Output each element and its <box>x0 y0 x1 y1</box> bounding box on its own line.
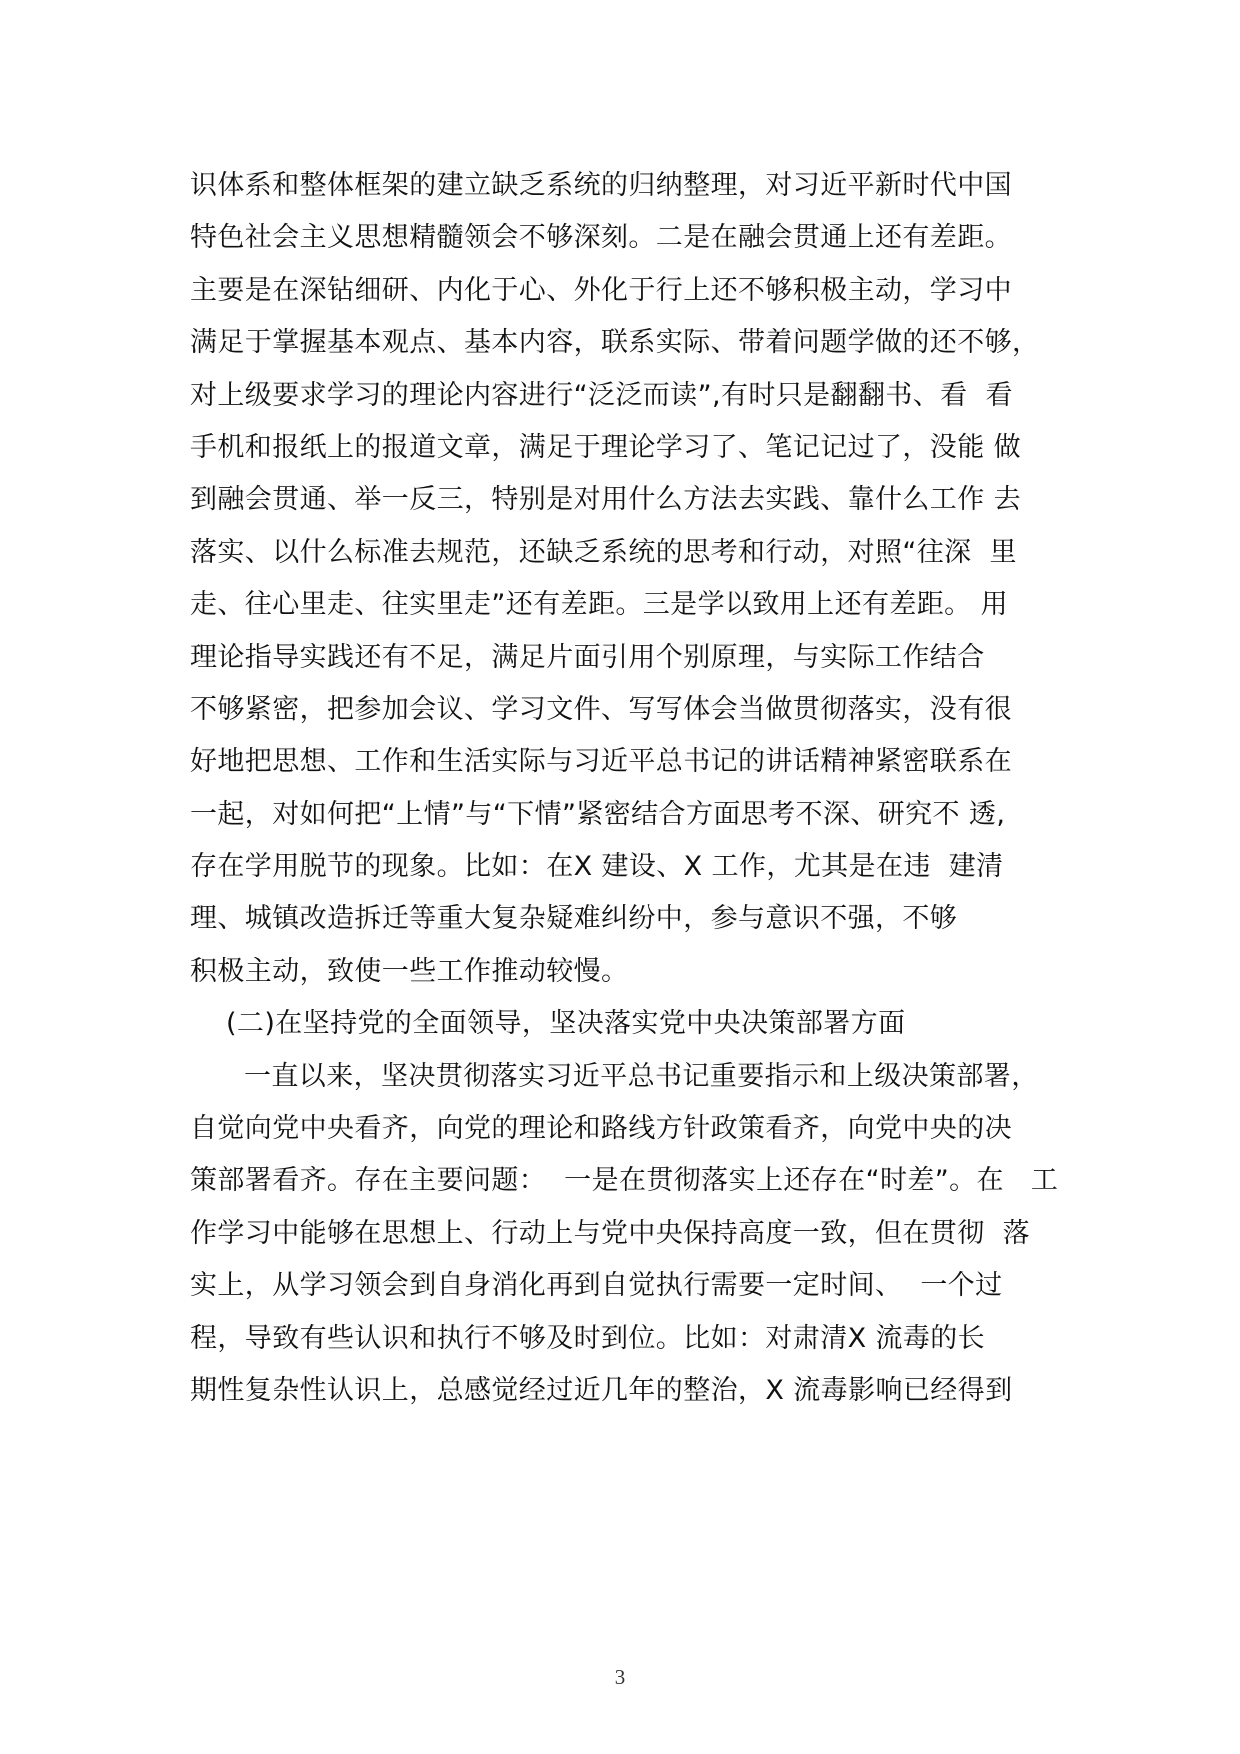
page-number: 3 <box>614 1665 626 1689</box>
text-line-12: 好地把思想、工作和生活实际与习近平总书记的讲话精神紧密联系在 <box>190 746 1012 778</box>
text-line-18: 一直以来，坚决贯彻落实习近平总书记重要指示和上级决策部署， <box>244 1060 1039 1092</box>
text-line-4: 满足于掌握基本观点、基本内容，联系实际、带着问题学做的还不够， <box>190 327 1040 359</box>
text-line-23: 程，导致有些认识和执行不够及时到位。比如：对肃清X 流毒的长 <box>190 1322 986 1354</box>
section-heading: (二)在坚持党的全面领导，坚决落实党中央决策部署方面 <box>226 1008 906 1040</box>
text-line-21: 作学习中能够在思想上、行动上与党中央保持高度一致，但在贯彻 落 <box>190 1217 1030 1249</box>
text-line-11: 不够紧密，把参加会议、学习文件、写写体会当做贯彻落实，没有很 <box>190 693 1012 725</box>
text-line-10: 理论指导实践还有不足，满足片面引用个别原理，与实际工作结合 <box>190 641 985 673</box>
body-text <box>190 160 1090 1417</box>
text-line-3: 主要是在深钻细研、内化于心、外化于行上还不够积极主动，学习中 <box>190 274 1012 306</box>
text-line-16: 积极主动，致使一些工作推动较慢。 <box>190 955 629 987</box>
text-line-2: 特色社会主义思想精髓领会不够深刻。二是在融会贯通上还有差距。 <box>190 222 1012 254</box>
text-line-20: 策部署看齐。存在主要问题： 一是在贯彻落实上还存在“时差”。在 工 <box>190 1165 1059 1197</box>
text-line-8: 落实、以什么标准去规范，还缺乏系统的思考和行动，对照“往深 里 <box>190 536 1017 568</box>
text-line-22: 实上，从学习领会到自身消化再到自觉执行需要一定时间、 一个过 <box>190 1270 1003 1302</box>
text-line-7: 到融会贯通、举一反三，特别是对用什么方法去实践、靠什么工作 去 <box>190 484 1021 516</box>
text-line-1: 识体系和整体框架的建立缺乏系统的归纳整理，对习近平新时代中国 <box>190 170 1012 201</box>
text-line-13: 一起，对如何把“上情”与“下情”紧密结合方面思考不深、研究不 透, <box>190 798 1006 830</box>
text-line-9: 走、往心里走、往实里走”还有差距。三是学以致用上还有差距。 用 <box>190 589 1008 621</box>
text-line-5: 对上级要求学习的理论内容进行“泛泛而读”,有时只是翻翻书、看 看 <box>190 379 1013 411</box>
text-line-14: 存在学用脱节的现象。比如：在X 建设、X 工作，尤其是在违 建清 <box>190 851 1004 883</box>
text-line-24: 期性复杂性认识上，总感觉经过近几年的整治，X 流毒影响已经得到 <box>190 1374 1013 1406</box>
text-line-19: 自觉向党中央看齐，向党的理论和路线方针政策看齐，向党中央的决 <box>190 1113 1012 1145</box>
text-line-6: 手机和报纸上的报道文章，满足于理论学习了、笔记记过了，没能 做 <box>190 431 1021 463</box>
text-line-15: 理、城镇改造拆迁等重大复杂疑难纠纷中，参与意识不强，不够 <box>190 903 958 935</box>
